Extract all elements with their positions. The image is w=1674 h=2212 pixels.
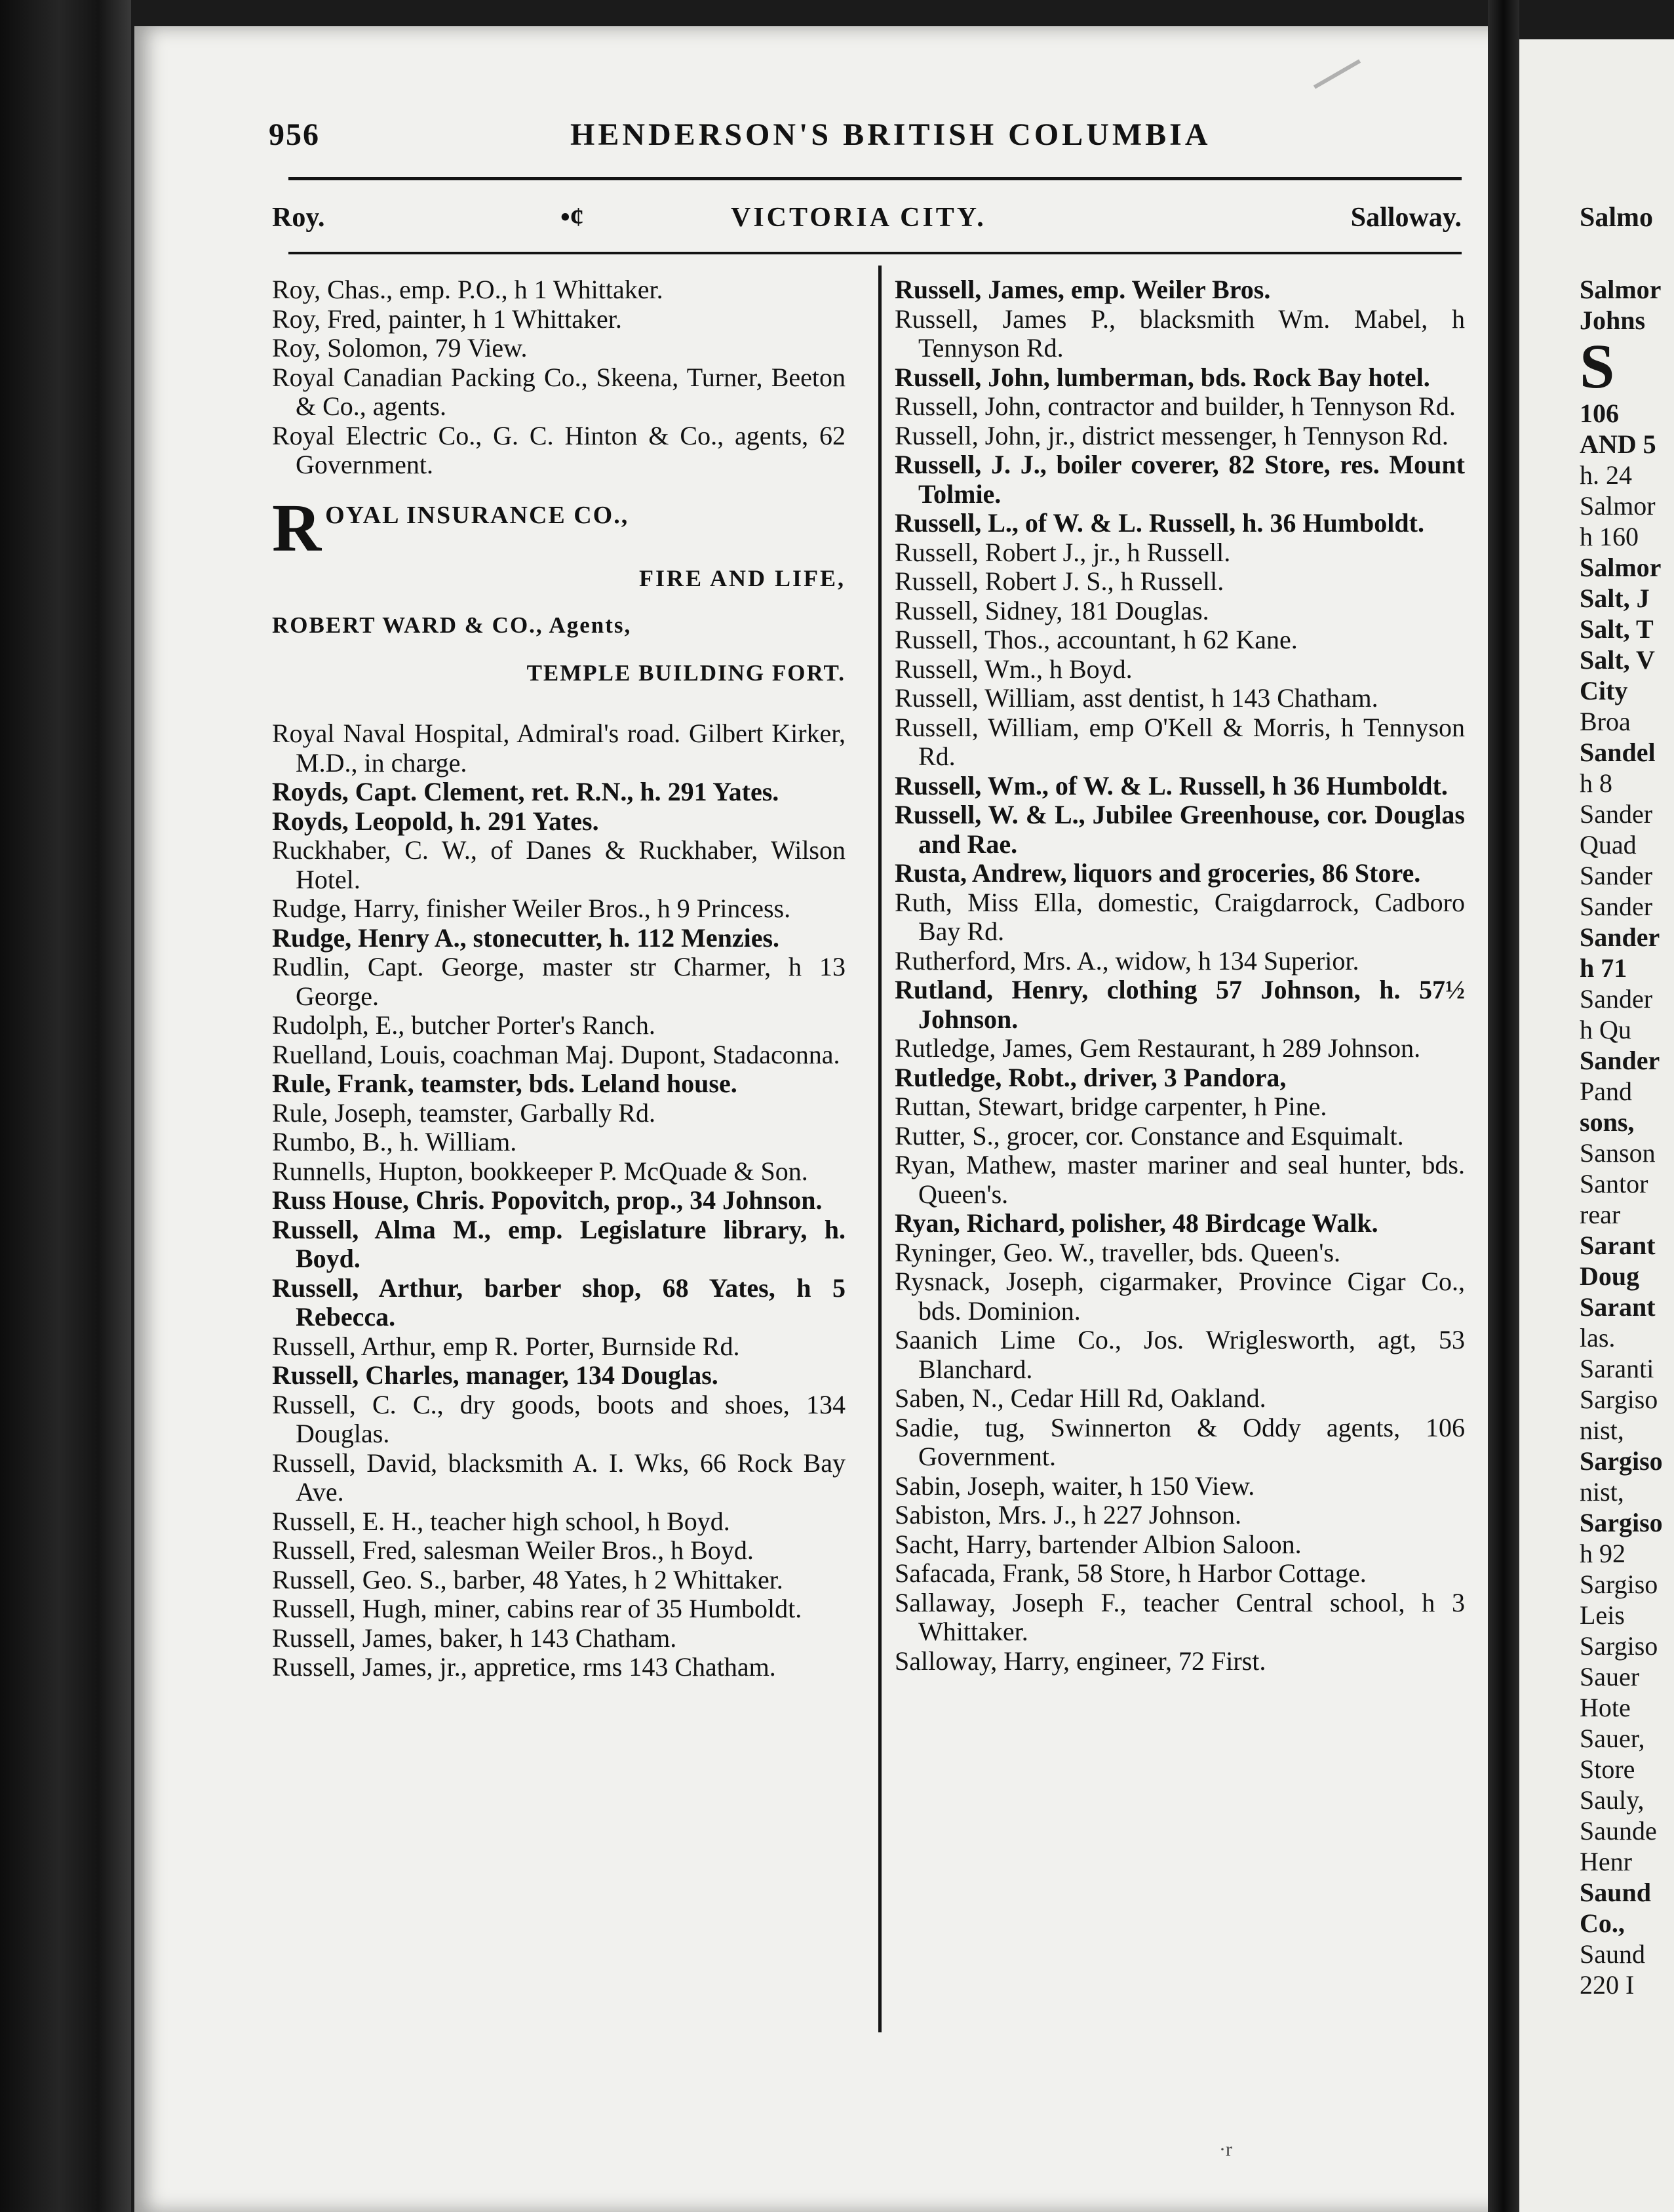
book-binding (0, 0, 131, 2212)
directory-entry: Rudolph, E., butcher Porter's Ranch. (272, 1010, 655, 1040)
page-number: 956 (269, 117, 320, 152)
directory-entry: Roy, Chas., emp. P.O., h 1 Whittaker. (272, 275, 663, 304)
column-divider (878, 266, 882, 2032)
facing-page-fragment: Sander (1580, 861, 1653, 890)
facing-page-fragment: 106 (1580, 399, 1619, 428)
facing-page-fragment: Salmor (1580, 491, 1656, 521)
directory-entry: Russ House, Chris. Popovitch, prop., 34 Johnson. (272, 1185, 823, 1215)
ad-heading (272, 490, 846, 566)
facing-page-fragment: Sargiso (1580, 1385, 1658, 1414)
directory-entry: Russell, David, blacksmith A. I. Wks, 66 Rock Bay Ave. (272, 1448, 846, 1507)
directory-entry: Rysnack, Joseph, cigarmaker, Province Cigar Co., bds. Dominion. (895, 1267, 1465, 1326)
facing-page-fragment: Sarant (1580, 1231, 1656, 1260)
directory-entry: Russell, Sidney, 181 Douglas. (895, 595, 1209, 625)
facing-page-fragment: Sargiso (1580, 1508, 1663, 1537)
facing-page-fragment: Sanson (1580, 1138, 1656, 1168)
facing-page-fragment: h 92 (1580, 1539, 1625, 1568)
directory-entry: Ryninger, Geo. W., traveller, bds. Queen's. (895, 1237, 1341, 1267)
directory-entry: Sallaway, Joseph F., teacher Central school, h 3 Whittaker. (895, 1587, 1465, 1646)
facing-page-fragment: Saranti (1580, 1354, 1654, 1383)
facing-page-fragment: rear (1580, 1200, 1621, 1229)
facing-page-fragment: h 71 (1580, 953, 1627, 983)
facing-page-fragment: Salmor (1580, 275, 1662, 304)
directory-entry: Rudge, Henry A., stonecutter, h. 112 Menzies. (272, 922, 780, 953)
ad-line-fire-life: FIRE AND LIFE, (638, 564, 846, 591)
right-column (895, 275, 1465, 1676)
directory-entry: Russell, Fred, salesman Weiler Bros., h Boyd. (272, 1535, 754, 1565)
ad-drop-cap: R (272, 490, 323, 566)
facing-page-fragment: Sauer (1580, 1662, 1640, 1691)
directory-entry: Russell, Geo. S., barber, 48 Yates, h 2 Whittaker. (272, 1564, 783, 1594)
facing-page-fragment: S (1580, 331, 1615, 401)
facing-page-fragment: Salt, V (1580, 645, 1655, 675)
left-column (272, 275, 846, 1682)
directory-entry: Russell, Hugh, miner, cabins rear of 35 Humboldt. (272, 1594, 802, 1623)
facing-page-fragment: Sander (1580, 984, 1653, 1014)
facing-page-fragment: Broa (1580, 707, 1631, 736)
facing-page-fragment: h. 24 (1580, 460, 1632, 490)
facing-page-fragment: Sander (1580, 922, 1660, 952)
directory-entry: Russell, John, jr., district messenger, h Tennyson Rd. (895, 420, 1449, 450)
directory-entry: Roy, Solomon, 79 View. (272, 333, 528, 363)
directory-entry: Russell, Robert J. S., h Russell. (895, 566, 1224, 596)
book-title: HENDERSON'S BRITISH COLUMBIA (570, 117, 1211, 152)
facing-page-fragment: Sargiso (1580, 1446, 1663, 1476)
facing-page-fragment: Quad (1580, 830, 1637, 859)
facing-page-fragment: Salt, T (1580, 614, 1654, 644)
printer-mark: •¢ (560, 203, 584, 233)
facing-page-fragment: Sauly, (1580, 1785, 1645, 1815)
directory-entry: Russell, James P., blacksmith Wm. Mabel, h Tennyson Rd. (895, 304, 1465, 363)
facing-page-fragment: sons, (1580, 1107, 1635, 1137)
directory-entry: Russell, James, baker, h 143 Chatham. (272, 1623, 677, 1653)
directory-entry: Royal Naval Hospital, Admiral's road. Gilbert Kirker, M.D., in charge. (272, 719, 846, 778)
facing-page-fragment: Store (1580, 1754, 1635, 1784)
directory-entry: Russell, John, contractor and builder, h Tennyson Rd. (895, 391, 1456, 421)
facing-page-fragment: AND 5 (1580, 429, 1656, 459)
directory-entry: Rusta, Andrew, liquors and groceries, 86 Store. (895, 858, 1421, 888)
ad-line-agents: ROBERT WARD & CO., Agents, (272, 612, 632, 638)
directory-entry: Russell, James, emp. Weiler Bros. (895, 275, 1271, 304)
directory-entry: Russell, C. C., dry goods, boots and shoes, 134 Douglas. (272, 1389, 846, 1448)
facing-page-fragment: nist, (1580, 1477, 1624, 1507)
directory-entry: Runnells, Hupton, bookkeeper P. McQuade & Son. (272, 1156, 808, 1186)
directory-entry: Russell, Arthur, emp R. Porter, Burnside Rd. (272, 1331, 740, 1361)
directory-entry: Russell, Wm., of W. & L. Russell, h 36 Humboldt. (895, 770, 1448, 800)
entries-before-ad (272, 275, 846, 480)
subhead-rule (288, 252, 1462, 254)
directory-entry: Sacht, Harry, bartender Albion Saloon. (895, 1529, 1302, 1559)
directory-entry: Saanich Lime Co., Jos. Wriglesworth, agt, 53 Blanchard. (895, 1325, 1465, 1384)
directory-entry: Russell, W. & L., Jubilee Greenhouse, cor. Douglas and Rae. (895, 800, 1465, 859)
entries-after-ad (272, 719, 846, 1682)
directory-entry: Russell, Wm., h Boyd. (895, 654, 1133, 684)
directory-entry: Russell, Arthur, barber shop, 68 Yates, h 5 Rebecca. (272, 1273, 846, 1332)
directory-entry: Rumbo, B., h. William. (272, 1127, 517, 1156)
facing-page-fragment: Sauer, (1580, 1724, 1645, 1753)
directory-entry: Rutherford, Mrs. A., widow, h 134 Superior. (895, 945, 1359, 976)
facing-page-fragment: Doug (1580, 1261, 1640, 1291)
directory-entry: Rutledge, Robt., driver, 3 Pandora, (895, 1062, 1287, 1092)
directory-entry: Royal Canadian Packing Co., Skeena, Turner, Beeton & Co., agents. (272, 362, 846, 421)
directory-entry: Safacada, Frank, 58 Store, h Harbor Cottage. (895, 1558, 1367, 1588)
city-heading: VICTORIA CITY. (731, 203, 986, 233)
facing-page-fragment: Johns (1580, 306, 1646, 335)
directory-entry: Rudlin, Capt. George, master str Charmer, h 13 George. (272, 952, 846, 1011)
facing-page-fragment: Hote (1580, 1693, 1631, 1722)
facing-page-fragment: Sargiso (1580, 1631, 1658, 1661)
directory-entry: Russell, J. J., boiler coverer, 82 Store, res. Mount Tolmie. (895, 450, 1465, 509)
last-name-guide: Salloway. (1350, 203, 1462, 233)
directory-entry: Ryan, Richard, polisher, 48 Birdcage Walk. (895, 1208, 1378, 1238)
facing-page-fragment: Sarant (1580, 1292, 1656, 1322)
directory-entry: Ruckhaber, C. W., of Danes & Ruckhaber, Wilson Hotel. (272, 835, 846, 894)
directory-entry: Sabiston, Mrs. J., h 227 Johnson. (895, 1500, 1241, 1530)
section-subhead (272, 202, 1462, 241)
facing-page-fragment: Leis (1580, 1600, 1625, 1630)
directory-entry: Royds, Leopold, h. 291 Yates. (272, 806, 599, 836)
ad-company: OYAL INSURANCE CO., (325, 501, 629, 529)
directory-entry: Russell, E. H., teacher high school, h Boyd. (272, 1506, 730, 1536)
page-gutter (1488, 0, 1519, 2212)
header-rule (288, 177, 1462, 180)
running-head (269, 117, 1462, 163)
facing-page-fragment: Henr (1580, 1847, 1632, 1876)
directory-entry: Russell, L., of W. & L. Russell, h. 36 Humboldt. (895, 508, 1424, 538)
directory-entry: Ryan, Mathew, master mariner and seal hunter, bds. Queen's. (895, 1150, 1465, 1209)
facing-page-fragment: Saunde (1580, 1816, 1657, 1846)
directory-entry: Russell, William, emp O'Kell & Morris, h Tennyson Rd. (895, 712, 1465, 771)
facing-page-fragment: Sandel (1580, 738, 1656, 767)
directory-entry: Sabin, Joseph, waiter, h 150 View. (895, 1471, 1255, 1501)
directory-entry: Russell, Thos., accountant, h 62 Kane. (895, 625, 1298, 654)
facing-page-fragment: Sander (1580, 892, 1653, 921)
facing-page-fragment: Sargiso (1580, 1570, 1658, 1599)
directory-entry: Russell, Charles, manager, 134 Douglas. (272, 1360, 718, 1390)
facing-page-fragment: Salmor (1580, 553, 1662, 582)
royal-insurance-ad (272, 490, 846, 688)
facing-subhead: Salmo (1580, 203, 1654, 233)
facing-page-fragment: Sander (1580, 799, 1653, 829)
directory-entry: Russell, Alma M., emp. Legislature library, h. Boyd. (272, 1214, 846, 1273)
facing-page-fragment: Sander (1580, 1046, 1660, 1075)
directory-entry: Russell, James, jr., appretice, rms 143 Chatham. (272, 1652, 776, 1682)
directory-entry: Sadie, tug, Swinnerton & Oddy agents, 106 Government. (895, 1412, 1465, 1471)
facing-page-fragment: City (1580, 676, 1628, 705)
facing-page-fragment: Saund (1580, 1939, 1645, 1969)
directory-entry: Russell, John, lumberman, bds. Rock Bay hotel. (895, 362, 1430, 392)
directory-entry: Rutter, S., grocer, cor. Constance and Esquimalt. (895, 1120, 1404, 1151)
directory-entry: Roy, Fred, painter, h 1 Whittaker. (272, 304, 622, 334)
directory-entry: Russell, William, asst dentist, h 143 Chatham. (895, 683, 1378, 713)
directory-entry: Salloway, Harry, engineer, 72 First. (895, 1646, 1266, 1676)
directory-entry: Ruttan, Stewart, bridge carpenter, h Pine. (895, 1092, 1327, 1121)
directory-entry: Saben, N., Cedar Hill Rd, Oakland. (895, 1383, 1266, 1413)
first-name-guide: Roy. (272, 203, 325, 233)
directory-entry: Russell, Robert J., jr., h Russell. (895, 537, 1231, 567)
directory-entry: Rule, Frank, teamster, bds. Leland house. (272, 1069, 737, 1098)
directory-entry: Ruelland, Louis, coachman Maj. Dupont, Stadaconna. (272, 1039, 840, 1069)
facing-page-fragment: h Qu (1580, 1015, 1631, 1044)
facing-page-fragment: 220 I (1580, 1970, 1635, 2000)
ad-line-address: TEMPLE BUILDING FORT. (526, 660, 846, 686)
facing-page-fragment: las. (1580, 1323, 1616, 1353)
directory-entry: Royal Electric Co., G. C. Hinton & Co., agents, 62 Government. (272, 420, 846, 479)
directory-entry: Rudge, Harry, finisher Weiler Bros., h 9 Princess. (272, 894, 791, 923)
facing-page-fragment: Co., (1580, 1908, 1625, 1938)
directory-entry: Ruth, Miss Ella, domestic, Craigdarrock, Cadboro Bay Rd. (895, 887, 1465, 946)
facing-page-fragment: Saund (1580, 1878, 1651, 1907)
facing-page-fragment: h 8 (1580, 768, 1612, 798)
directory-entry: Rutland, Henry, clothing 57 Johnson, h. 57½ Johnson. (895, 975, 1465, 1034)
facing-page-fragment: Pand (1580, 1076, 1632, 1106)
bottom-mark: ·r (1219, 2139, 1232, 2160)
facing-page-fragment: Santor (1580, 1169, 1648, 1198)
directory-entry: Rutledge, James, Gem Restaurant, h 289 Johnson. (895, 1033, 1421, 1063)
facing-page-fragment: Salt, J (1580, 583, 1650, 613)
directory-entry: Rule, Joseph, teamster, Garbally Rd. (272, 1097, 655, 1128)
facing-page-fragment: h 160 (1580, 522, 1639, 551)
directory-entry: Royds, Capt. Clement, ret. R.N., h. 291 Yates. (272, 777, 779, 806)
facing-page-fragment: nist, (1580, 1415, 1624, 1445)
